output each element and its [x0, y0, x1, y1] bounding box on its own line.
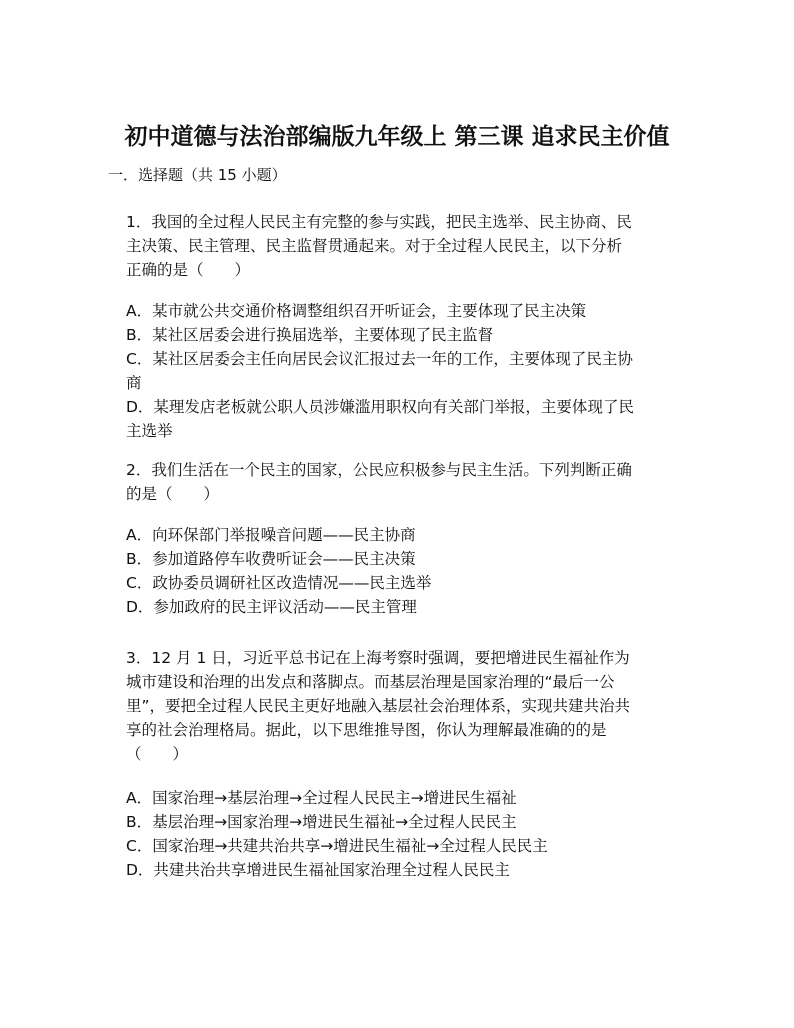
section-heading: 一．选择题（共 15 小题） — [108, 166, 287, 184]
option-c — [126, 347, 686, 395]
option-line: A．国家治理→基层治理→全过程人民民主→增进民生福祉 — [126, 789, 517, 807]
question-2-stem — [126, 458, 674, 506]
option-line: D．某理发店老板就公职人员涉嫌滥用职权向有关部门举报，主要体现了民 — [126, 398, 634, 416]
option-a — [126, 786, 686, 810]
question-3-options — [126, 786, 686, 882]
option-line: C．国家治理→共建共治共享→增进民生福祉→全过程人民民主 — [126, 837, 548, 855]
option-d — [126, 395, 686, 443]
option-line: B．参加道路停车收费听证会——民主决策 — [126, 550, 416, 568]
question-2-options — [126, 523, 686, 619]
option-line: C．政协委员调研社区改造情况——民主选举 — [126, 574, 432, 592]
question-stem-line: 里”，要把全过程人民民主更好地融入基层社会治理体系，实现共建共治共 — [126, 697, 631, 715]
option-d — [126, 595, 686, 619]
question-stem-line: 城市建设和治理的出发点和落脚点。而基层治理是国家治理的“最后一公 — [126, 673, 615, 691]
question-stem-line: 3．12 月 1 日，习近平总书记在上海考察时强调，要把增进民生福祉作为 — [126, 649, 630, 667]
question-stem-line: 主决策、民主管理、民主监督贯通起来。对于全过程人民民主，以下分析 — [126, 237, 623, 255]
page-title: 初中道德与法治部编版九年级上 第三课 追求民主价值 — [124, 124, 670, 150]
option-a — [126, 299, 686, 323]
question-3-stem — [126, 646, 674, 766]
question-1-options — [126, 299, 686, 443]
option-line: C．某社区居委会主任向居民会议汇报过去一年的工作，主要体现了民主协 — [126, 350, 633, 368]
question-stem-line: 1．我国的全过程人民民主有完整的参与实践，把民主选举、民主协商、民 — [126, 213, 632, 231]
option-c — [126, 571, 686, 595]
option-line: B．基层治理→国家治理→增进民生福祉→全过程人民民主 — [126, 813, 517, 831]
option-b — [126, 323, 686, 347]
option-d — [126, 858, 686, 882]
option-b — [126, 810, 686, 834]
option-line: D．共建共治共享增进民生福祉国家治理全过程人民民主 — [126, 861, 510, 879]
option-b — [126, 547, 686, 571]
option-line: A．向环保部门举报噪音问题——民主协商 — [126, 526, 416, 544]
option-line: 商 — [126, 374, 142, 392]
option-c — [126, 834, 686, 858]
option-line: D．参加政府的民主评议活动——民主管理 — [126, 598, 417, 616]
question-stem-line: （ ） — [126, 745, 189, 763]
question-stem-line: 正确的是（ ） — [126, 261, 251, 279]
question-stem-line: 享的社会治理格局。据此，以下思维推导图，你认为理解最准确的的是 — [126, 721, 607, 739]
question-1-stem — [126, 210, 674, 282]
option-a — [126, 523, 686, 547]
option-line: A．某市就公共交通价格调整组织召开听证会，主要体现了民主决策 — [126, 302, 587, 320]
option-line: B．某社区居委会进行换届选举，主要体现了民主监督 — [126, 326, 494, 344]
option-line: 主选举 — [126, 422, 173, 440]
question-stem-line: 2．我们生活在一个民主的国家，公民应积极参与民主生活。下列判断正确 — [126, 461, 632, 479]
question-stem-line: 的是（ ） — [126, 485, 220, 503]
